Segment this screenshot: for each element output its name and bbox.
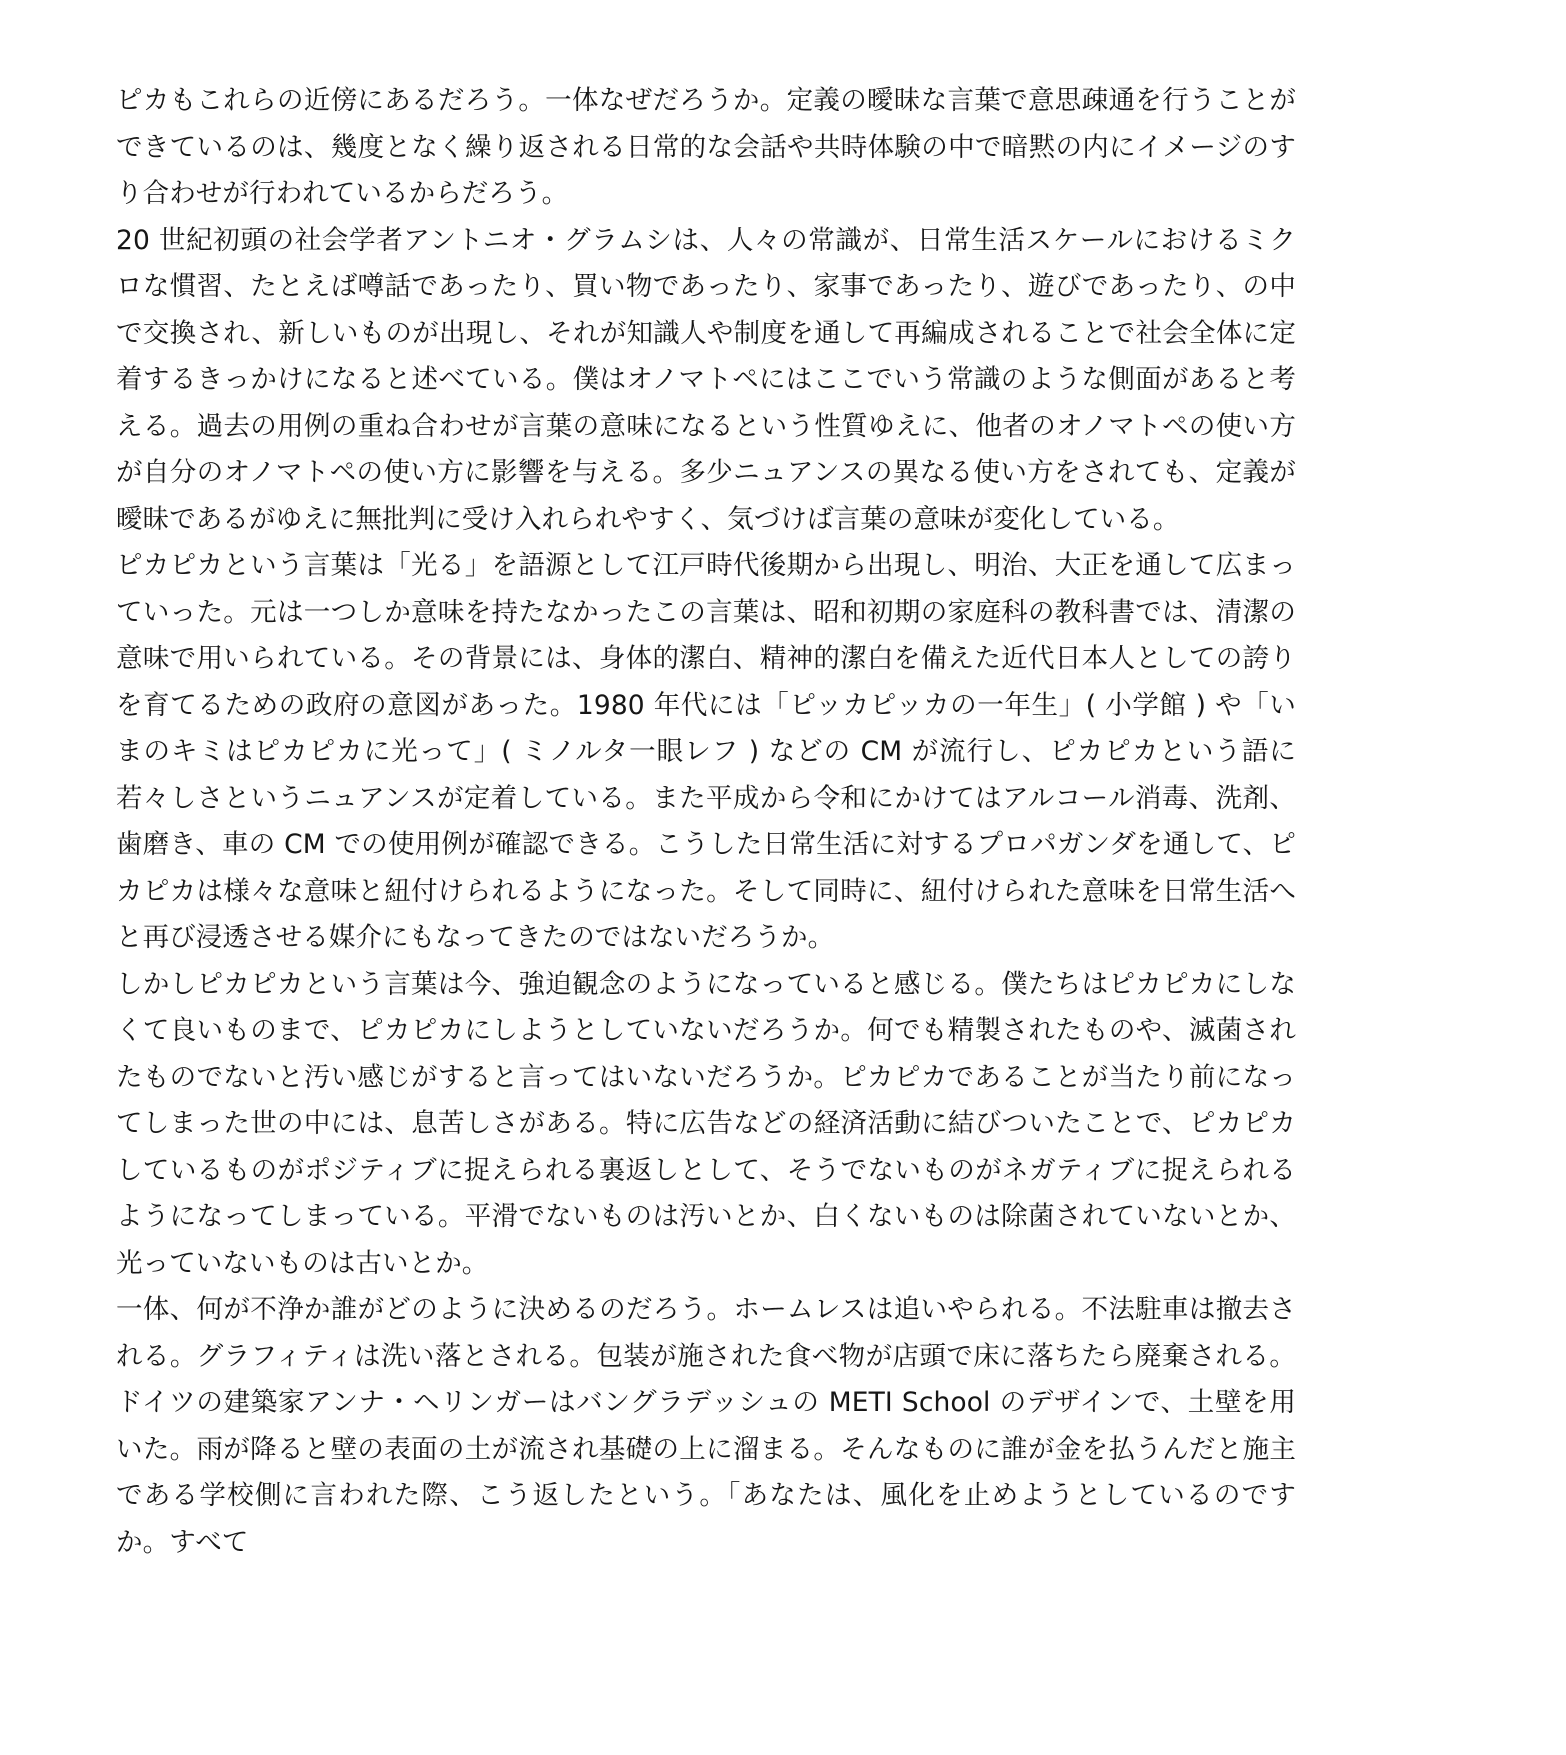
paragraph-3: ピカピカという言葉は「光る」を語源として江戸時代後期から出現し、明治、大正を通して広まっていった。元は一つしか意味を持たなかったこの言葉は、昭和初期の家庭科の教科書では、清潔の意味で用いられている。その背景には、身体的潔白、精神的潔白を備えた近代日本人としての誇りを育てるための政府の意図があった。1980 年代には「ピッカピッカの一年生」( 小学館 ) や「いまのキミはピカピカに光って」( ミノルタ一眼レフ ) などの CM が流行し、ピカピカという語に若々しさというニュアンスが定着している。また平成から令和にかけてはアルコール消毒、洗剤、歯磨き、車の CM での使用例が確認できる。こうした日常生活に対するプロパガンダを通して、ピカピカは様々な意味と紐付けられるようになった。そして同時に、紐付けられた意味を日常生活へと再び浸透させる媒介にもなってきたのではないだろうか。 — [116, 550, 1296, 953]
paragraph-2: 20 世紀初頭の社会学者アントニオ・グラムシは、人々の常識が、日常生活スケールにおけるミクロな慣習、たとえば噂話であったり、買い物であったり、家事であったり、遊びであったり、の中で交換され、新しいものが出現し、それが知識人や制度を通して再編成されることで社会全体に定着するきっかけになると述べている。僕はオノマトペにはここでいう常識のような側面があると考える。過去の用例の重ね合わせが言葉の意味になるという性質ゆえに、他者のオノマトペの使い方が自分のオノマトペの使い方に影響を与える。多少ニュアンスの異なる使い方をされても、定義が曖昧であるがゆえに無批判に受け入れられやすく、気づけば言葉の意味が変化している。 — [116, 224, 1296, 535]
text-column — [116, 78, 1296, 1566]
paragraph-1: ピカもこれらの近傍にあるだろう。一体なぜだろうか。定義の曖昧な言葉で意思疎通を行うことができているのは、幾度となく繰り返される日常的な会話や共時体験の中で暗黙の内にイメージのすり合わせが行われているからだろう。 — [116, 85, 1296, 209]
paragraph-5: 一体、何が不浄か誰がどのように決めるのだろう。ホームレスは追いやられる。不法駐車は撤去される。グラフィティは洗い落とされる。包装が施された食べ物が店頭で床に落ちたら廃棄される。ドイツの建築家アンナ・ヘリンガーはバングラデッシュの METI School のデザインで、土壁を用いた。雨が降ると壁の表面の土が流され基礎の上に溜まる。そんなものに誰が金を払うんだと施主である学校側に言われた際、こう返したという。「あなたは、風化を止めようとしているのですか。すべて — [116, 1294, 1296, 1558]
paragraph-4: しかしピカピカという言葉は今、強迫観念のようになっていると感じる。僕たちはピカピカにしなくて良いものまで、ピカピカにしようとしていないだろうか。何でも精製されたものや、滅菌されたものでないと汚い感じがすると言ってはいないだろうか。ピカピカであることが当たり前になってしまった世の中には、息苦しさがある。特に広告などの経済活動に結びついたことで、ピカピカしているものがポジティブに捉えられる裏返しとして、そうでないものがネガティブに捉えられるようになってしまっている。平滑でないものは汚いとか、白くないものは除菌されていないとか、光っていないものは古いとか。 — [116, 968, 1296, 1279]
